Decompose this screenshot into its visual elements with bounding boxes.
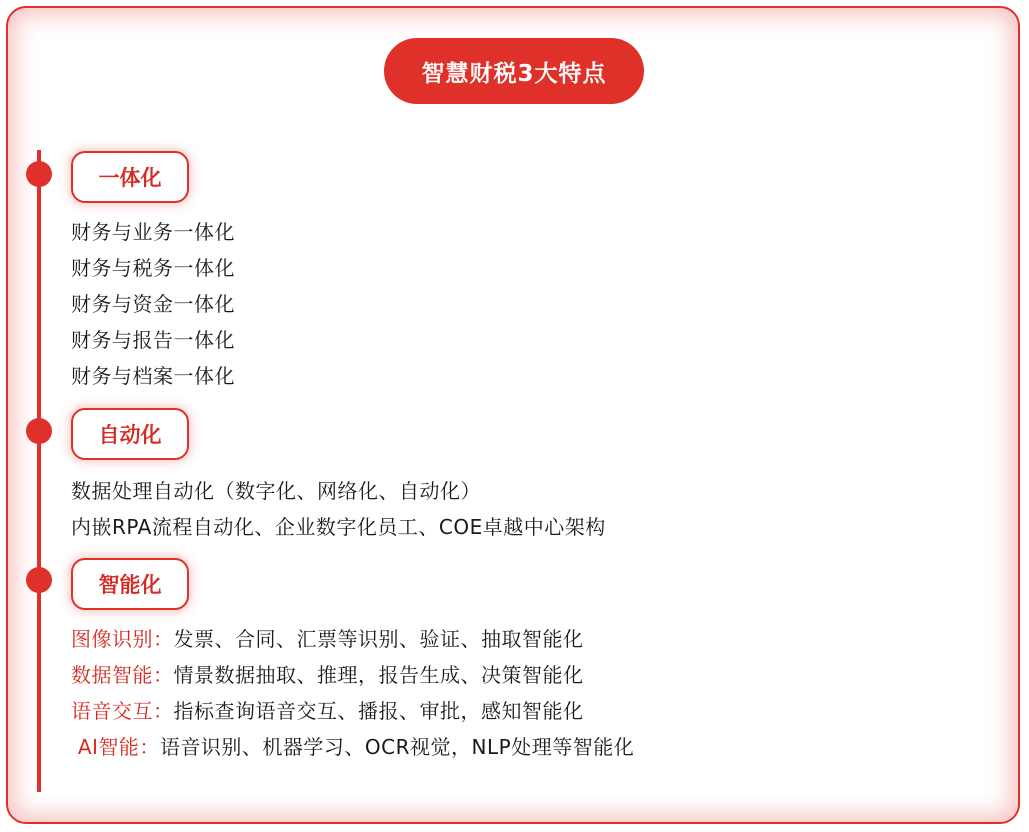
item-label: 图像识别： <box>71 627 174 651</box>
item-label: AI智能： <box>71 735 160 759</box>
list-item <box>71 659 584 688</box>
list-item: 财务与税务一体化 <box>71 256 235 280</box>
list-item <box>71 623 584 652</box>
timeline-dot-integration <box>26 161 52 187</box>
timeline-dot-automation <box>26 418 52 444</box>
item-text: 指标查询语音交互、播报、审批，感知智能化 <box>173 699 584 723</box>
list-item <box>71 695 584 724</box>
item-label: 数据智能： <box>71 663 174 687</box>
section-heading-automation: 自动化 <box>71 408 189 460</box>
page-title: 智慧财税3大特点 <box>384 38 644 104</box>
item-text: 语音识别、机器学习、OCR视觉，NLP处理等智能化 <box>159 735 635 759</box>
list-item: 财务与业务一体化 <box>71 220 235 244</box>
item-text: 发票、合同、汇票等识别、验证、抽取智能化 <box>173 627 584 651</box>
list-item: 财务与报告一体化 <box>71 328 235 352</box>
section-heading-integration: 一体化 <box>71 151 189 203</box>
item-text: 情景数据抽取、推理，报告生成、决策智能化 <box>173 663 584 687</box>
timeline-line <box>37 150 41 792</box>
list-item <box>71 731 634 760</box>
list-item: 数据处理自动化（数字化、网络化、自动化） <box>71 479 481 503</box>
list-item: 内嵌RPA流程自动化、企业数字化员工、COE卓越中心架构 <box>71 515 606 539</box>
timeline-dot-intelligence <box>26 567 52 593</box>
item-label: 语音交互： <box>71 699 174 723</box>
list-item: 财务与档案一体化 <box>71 364 235 388</box>
list-item: 财务与资金一体化 <box>71 292 235 316</box>
section-heading-intelligence: 智能化 <box>71 558 189 610</box>
